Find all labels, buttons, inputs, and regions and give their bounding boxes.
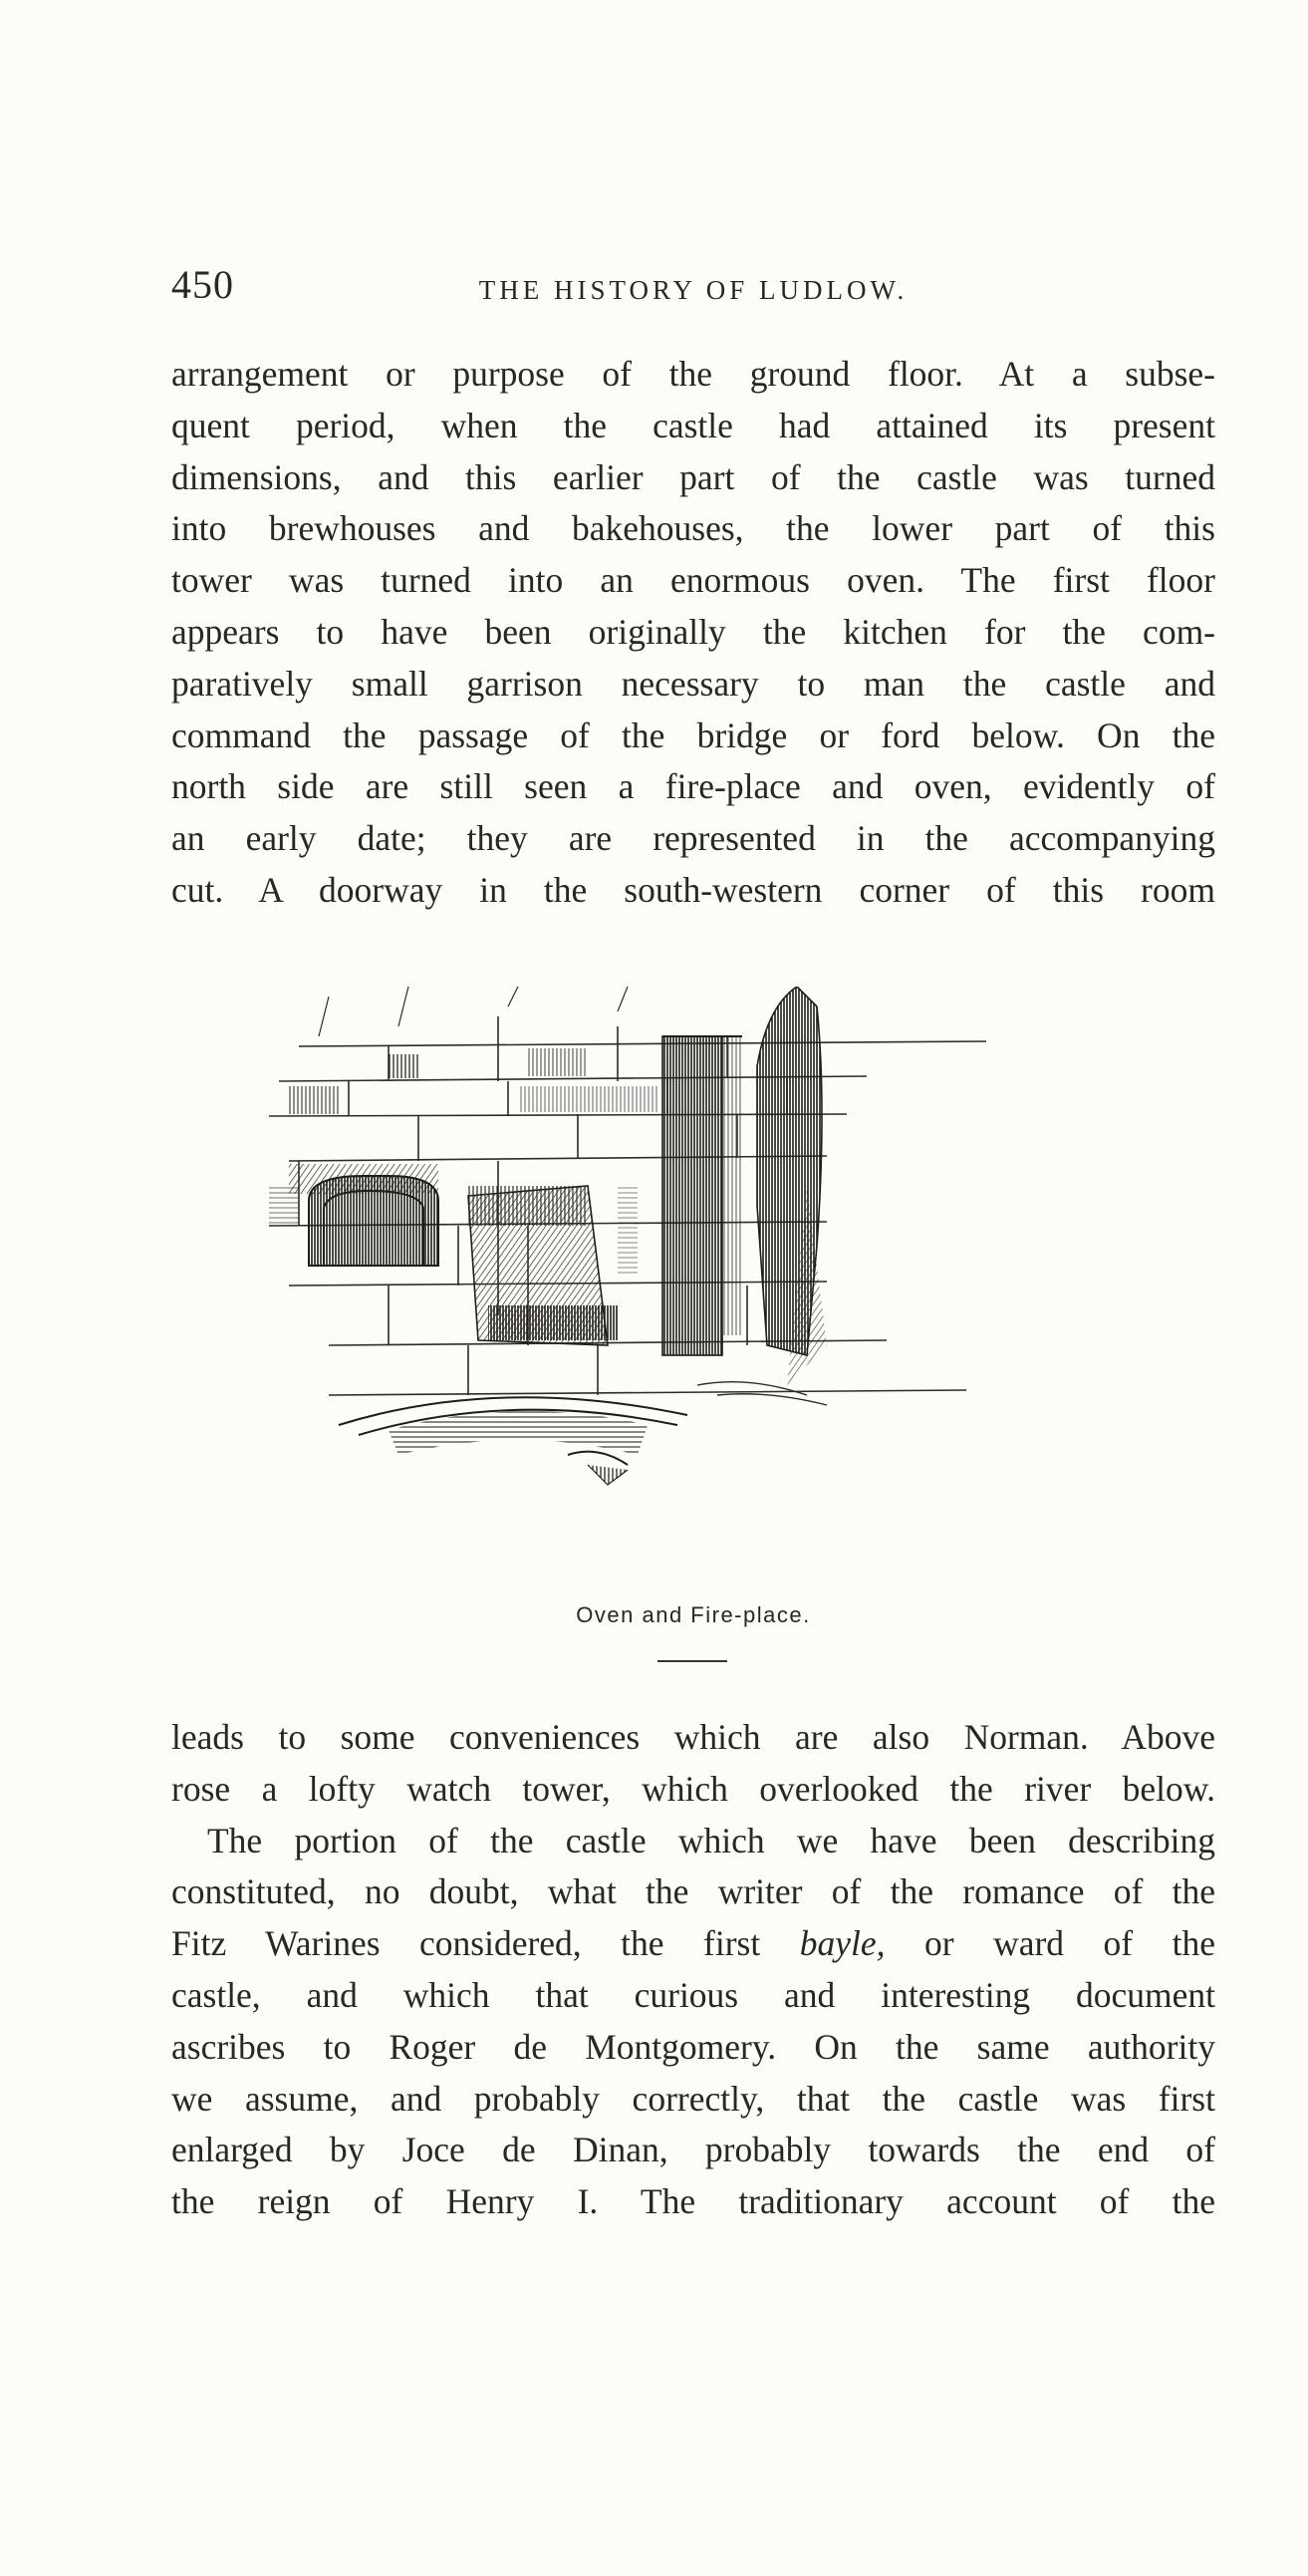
figure-caption: Oven and Fire-place. [576,1602,811,1627]
text-line: constituted, no doubt, what the writer of the romance of the [171,1871,1215,1912]
paragraph-bottom [171,1712,1215,2228]
text-line: castle, and which that curious and interesting document [171,1974,1215,2015]
paragraph-top [171,349,1215,917]
italic-term: bayle, [799,1923,886,1964]
text-line: arrangement or purpose of the ground floor. At a subse- [171,354,1215,394]
text-line-with-italic [171,1918,1215,1970]
text-line: paratively small garrison necessary to man the castle and [171,663,1215,704]
text-line: leads to some conveniences which are also Norman. Above [171,1717,1215,1757]
running-title: THE HISTORY OF LUDLOW. [478,275,909,305]
text-line: ascribes to Roger de Montgomery. On the same authority [171,2026,1215,2067]
text-line: quent period, when the castle had attained its present [171,405,1215,445]
text-fragment: Fitz Warines considered, the first [171,1923,800,1964]
text-line: cut. A doorway in the south-western corner of this room [171,869,1215,910]
text-line: appears to have been originally the kitchen for the com- [171,611,1215,652]
engraving-illustration-icon [269,987,1116,1604]
page-header [171,261,1215,321]
text-line: command the passage of the bridge or ford below. On the [171,715,1215,755]
text-line: tower was turned into an enormous oven. The first floor [171,560,1215,601]
text-line: into brewhouses and bakehouses, the lower part of this [171,508,1215,549]
caption-divider [657,1660,727,1662]
text-line: enlarged by Joce de Dinan, probably towards the end of [171,2130,1215,2170]
text-line: The portion of the castle which we have been describing [207,1820,1215,1860]
oven-fireplace-engraving [269,987,1116,1624]
text-line: we assume, and probably correctly, that the castle was first [171,2078,1215,2119]
text-line: an early date; they are represented in the accompanying [171,818,1215,859]
text-line: dimensions, and this earlier part of the castle was turned [171,456,1215,497]
page-number: 450 [171,262,234,307]
text-line: the reign of Henry I. The traditionary account of the [171,2181,1215,2222]
text-line: rose a lofty watch tower, which overlooked the river below. [171,1768,1215,1809]
text-fragment: or ward of the [885,1923,1215,1964]
text-line: north side are still seen a fire-place and oven, evidently of [171,766,1215,807]
